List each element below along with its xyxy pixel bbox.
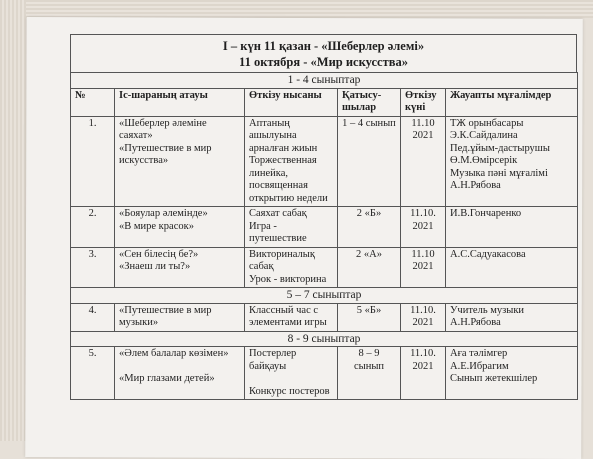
row-form [245,207,338,248]
cell-line: Аға тәлімгер [450,348,508,359]
cell-line: 11.10. [410,304,436,316]
cell-line: И.В.Гончаренко [450,208,522,219]
cell-line: 2021 [412,317,434,328]
cell-line: путешествие [249,233,307,244]
row-teachers [446,116,578,207]
cell-line: Саяхат сабақ [249,208,307,219]
col-header-participants [338,88,401,116]
row-participants [338,207,401,248]
row-number: 1. [71,116,115,207]
row-number: 2. [71,207,115,248]
row-teachers [446,207,578,248]
cell-line: сабақ [249,261,274,272]
section-label: 1 - 4 сыныптар [71,73,578,89]
row-event [115,347,245,400]
cell-line: 1 – 4 сынып [342,117,396,129]
row-date [401,247,446,288]
table-row [71,303,578,331]
cell-line: Конкурс постеров [249,385,330,397]
cell-line [249,373,333,386]
row-date [401,116,446,207]
cell-line: «Знаеш ли ты?» [119,261,191,272]
row-form [245,116,338,207]
cell-line: 2021 [412,261,434,272]
row-date [401,207,446,248]
cell-line: Аптаның [249,117,290,129]
document-title [70,34,577,72]
cell-line: элементами игры [249,317,327,328]
cell-line: 11.10 [411,248,435,260]
cell-line: 11.10. [410,348,436,359]
row-form [245,347,338,400]
cell-line: Урок - викторина [249,273,327,285]
row-form [245,303,338,331]
table-row [71,247,578,288]
cell-line: ашылуына [249,130,297,141]
row-event [115,207,245,248]
cell-line: байқауы [249,360,287,372]
cell-line: саяхат» [119,130,153,141]
title-line-2: 11 октября - «Мир искусства» [239,55,408,69]
cell-line: Э.К.Сайдалина [450,130,518,141]
cell-line: А.Е.Ибрагим [450,360,509,372]
cell-line: открытию недели [249,192,328,204]
table-row [71,207,578,248]
col-header-teachers: Жауапты мұғалімдер [446,88,578,116]
row-date [401,347,446,400]
col-header-num: № [71,88,115,116]
cell-line: «Шеберлер әлеміне [119,117,207,129]
cell-line: «Әлем балалар көзімен» [119,348,229,359]
cell-line: Музыка пәні мұғалімі [450,167,548,179]
cell-line: ТЖ орынбасары [450,117,524,129]
cell-line: 5 «Б» [356,304,382,316]
row-participants [338,116,401,207]
background-fabric-top [0,0,593,18]
cell-line: Классный час с [249,304,319,316]
cell-line: «В мире красок» [119,220,194,232]
cell-line: 11.10 [411,117,435,129]
col-header-date [401,88,446,116]
header-row [71,88,578,116]
cell-line: арналған жиын [249,142,318,154]
background-fabric-left [0,0,26,441]
row-teachers [446,247,578,288]
row-form [245,247,338,288]
col-header-date-line-2: күні [405,102,426,113]
row-teachers [446,303,578,331]
row-number: 3. [71,247,115,288]
schedule-table [70,72,578,400]
row-number: 4. [71,303,115,331]
title-line-1: I – күн 11 қазан - «Шеберлер әлемі» [222,39,425,53]
cell-line: 2021 [412,220,434,232]
row-event [115,116,245,207]
cell-line: А.Н.Рябова [450,180,501,191]
cell-line: Сынып жетекшілер [450,373,538,384]
row-participants [338,303,401,331]
section-row [71,331,578,347]
cell-line: музыки» [119,317,159,328]
section-label: 8 - 9 сыныптар [71,331,578,347]
row-participants [338,347,401,400]
col-header-form: Өткізу нысаны [245,88,338,116]
section-label: 5 – 7 сыныптар [71,288,578,304]
col-header-event: Іс-шараның атауы [115,88,245,116]
cell-line: 2 «Б» [356,208,382,219]
cell-line: Торжественная [249,155,317,166]
col-header-participants-line-2: шылар [342,102,377,113]
row-event [115,303,245,331]
cell-line: Пед.ұйым-дастырушы [450,142,550,154]
cell-line: А.С.Садуакасова [450,248,526,260]
cell-line: 2021 [412,360,434,372]
row-event [115,247,245,288]
row-teachers [446,347,578,400]
cell-line: линейка, [249,167,288,179]
cell-line: Постерлер [249,348,297,359]
cell-line: А.Н.Рябова [450,317,501,328]
cell-line: сынып [353,360,384,372]
col-header-date-line-1: Өткізу [405,89,437,101]
cell-line: 8 – 9 [358,348,380,359]
cell-line: искусства» [119,155,169,166]
row-number: 5. [71,347,115,400]
cell-line: Учитель музыки [450,304,525,316]
cell-line: Игра - [249,220,277,232]
cell-line: «Сен білесің бе?» [119,248,199,260]
section-row [71,288,578,304]
table-row [71,347,578,400]
cell-line: 2 «А» [356,248,382,260]
cell-line: «Путешествие в мир [119,142,212,154]
section-row [71,73,578,89]
row-participants [338,247,401,288]
cell-line: Викториналық [249,248,315,260]
cell-line: 2021 [412,130,434,141]
col-header-participants-line-1: Қатысу- [342,89,382,101]
cell-line: посвященная [249,180,308,191]
cell-line: Ө.М.Өмірсерік [450,155,518,166]
cell-line: «Мир глазами детей» [119,373,215,384]
cell-line: «Путешествие в мир [119,304,212,316]
cell-line: 11.10. [410,208,436,219]
row-date [401,303,446,331]
table-row [71,116,578,207]
cell-line: «Бояулар әлемінде» [119,208,208,219]
cell-line [119,361,240,374]
